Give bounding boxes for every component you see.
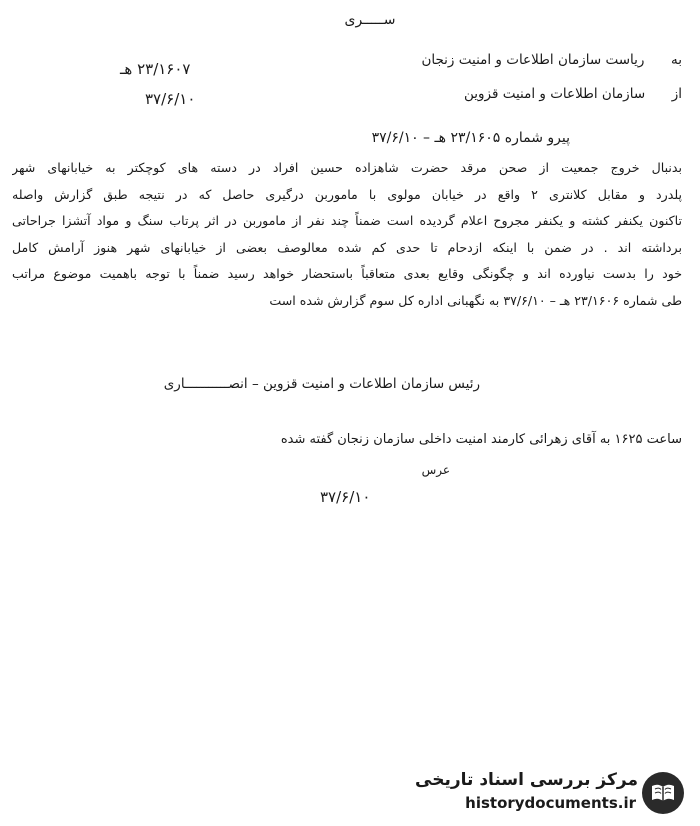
body-line-3: تاکنون یکنفر کشته و یکنفر مجروح اعلام گردیده است ضمناً چند نفر از ماموربن در اثر پرتاب سنگ و مواد آتشزا جراحاتی: [12, 213, 682, 228]
prior-reference-line: پیرو شماره ۲۳/۱۶۰۵ هـ – ۳۷/۶/۱۰: [371, 130, 570, 146]
watermark-logo: [414, 768, 690, 818]
to-value: ریاست سازمان اطلاعات و امنیت زنجان: [421, 52, 645, 68]
signature-line: رئیس سازمان اطلاعات و امنیت قزوین – انصـــــــــــاری: [163, 376, 480, 392]
reference-date: ۳۷/۶/۱۰: [145, 90, 196, 108]
reference-number: ۲۳/۱۶۰۷ هـ: [120, 60, 191, 78]
body-line-6: طی شماره ۲۳/۱۶۰۶ هـ – ۳۷/۶/۱۰ به نگهبانی اداره کل سوم گزارش شده است: [269, 292, 682, 308]
letter-body: [12, 155, 682, 314]
watermark-title: مرکز بررسی اسناد تاریخی: [415, 770, 638, 790]
from-label: از: [671, 86, 682, 102]
to-label: به: [671, 52, 682, 68]
body-line-1: بدنبال خروج جمعیت از صحن مرقد حضرت شاهزاده حسین افراد در دسته های کوچکتر به خیابانهای شهر: [12, 160, 682, 175]
sender-line: [464, 86, 682, 102]
note-initials: عرس: [421, 463, 450, 477]
note-date: ۳۷/۶/۱۰: [320, 488, 371, 506]
from-value: سازمان اطلاعات و امنیت قزوین: [463, 86, 646, 102]
classification-title: ســـــرى: [344, 12, 396, 28]
recipient-line: [421, 52, 682, 68]
body-line-4: برداشته اند . در ضمن با اینکه ازدحام تا حدی کم شده معالوصف بعضی از خیابانهای شهر هنوز آرامش کامل: [12, 239, 682, 255]
body-line-5: خود را بدست نیاورده اند و چگونگی وقایع بعدی متعاقباً باستحضار خواهد رسید ضمناً با توجه باهمیت موضوع مراتب: [12, 266, 682, 281]
book-emblem-icon: [640, 770, 686, 816]
handwritten-note: ساعت ۱۶۲۵ به آقای زهرائی کارمند امنیت داخلی سازمان زنجان گفته شده: [280, 432, 682, 447]
body-line-2: پلدرد و مقابل کلانتری ۲ واقع در خیابان مولوی با ماموربن درگیری حاصل که در نتیجه طبق گزارش واصله: [12, 186, 682, 202]
watermark-url: historydocuments.ir: [465, 794, 636, 812]
